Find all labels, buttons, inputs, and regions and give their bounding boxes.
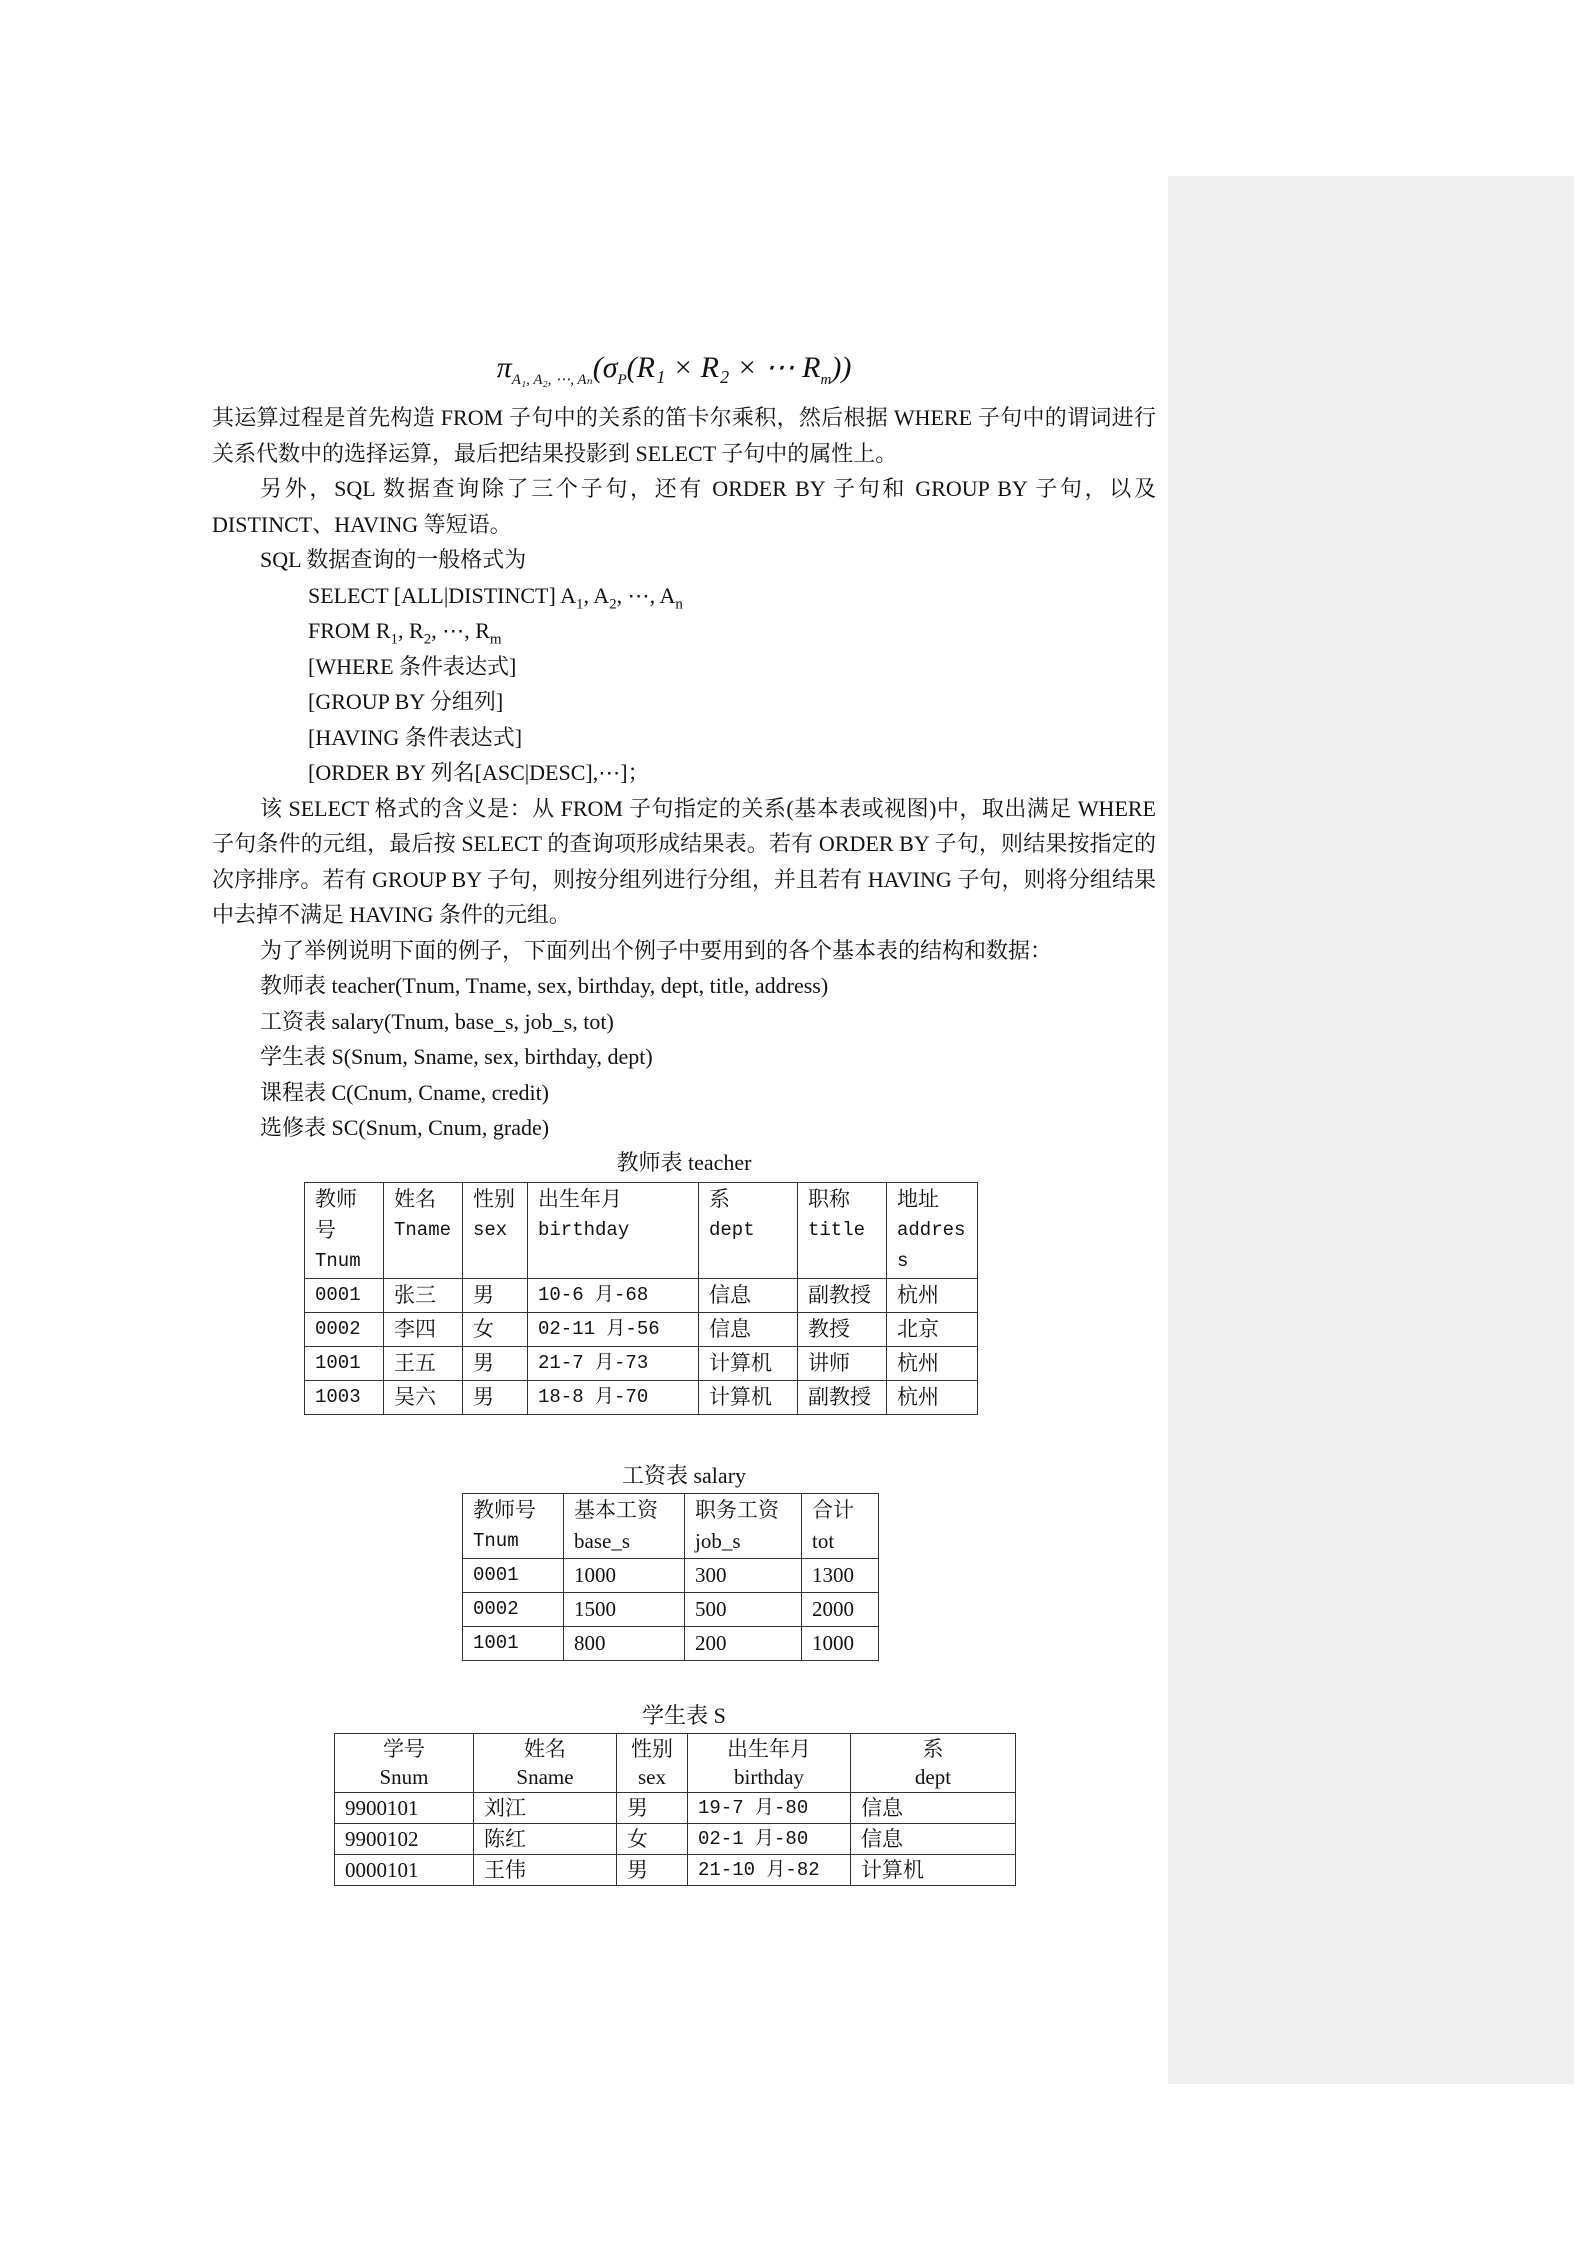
formula-body-subscript: m bbox=[820, 372, 832, 388]
header-cell: 学号 Snum bbox=[335, 1733, 474, 1792]
table-cell: 0002 bbox=[463, 1592, 564, 1626]
table-row bbox=[335, 1854, 1016, 1885]
paragraph-2: 另外，SQL 数据查询除了三个子句，还有 ORDER BY 子句和 GROUP BY 子句，以及 DISTINCT、HAVING 等短语。 bbox=[212, 476, 1156, 537]
table-row bbox=[305, 1346, 978, 1380]
table-cell: 计算机 bbox=[851, 1854, 1016, 1885]
table-cell: 1001 bbox=[305, 1346, 384, 1380]
relational-algebra-formula bbox=[212, 340, 1156, 396]
teacher-table-caption: 教师表 teacher bbox=[616, 1149, 752, 1175]
document-page bbox=[212, 340, 1156, 1886]
table-cell: 0001 bbox=[463, 1558, 564, 1592]
header-cell: 出生年月 birthday bbox=[688, 1733, 851, 1792]
table-cell: 张三 bbox=[384, 1278, 463, 1312]
schema-teacher: 教师表 teacher(Tnum, Tname, sex, birthday, dept, title, address) bbox=[260, 973, 829, 998]
table-cell: 500 bbox=[685, 1592, 802, 1626]
table-header-row bbox=[305, 1182, 978, 1278]
sql-select-line: SELECT [ALL|DISTINCT] $A_1$, $A_2$, ⋯, $A_n$ bbox=[308, 582, 683, 612]
schema-enrollment: 选修表 SC(Snum, Cnum, grade) bbox=[260, 1115, 550, 1140]
table-cell: 教授 bbox=[798, 1312, 887, 1346]
table-row bbox=[305, 1380, 978, 1414]
table-cell: 18-8 月-70 bbox=[528, 1380, 699, 1414]
table-cell: 信息 bbox=[851, 1792, 1016, 1823]
table-row bbox=[463, 1592, 879, 1626]
table-cell: 9900102 bbox=[335, 1823, 474, 1854]
paragraph-1: 其运算过程是首先构造 FROM 子句中的关系的笛卡尔乘积，然后根据 WHERE 子句中的谓词进行关系代数中的选择运算，最后把结果投影到 SELECT 子句中的属性上。 bbox=[212, 405, 1156, 466]
header-cell: 教师号 Tnum bbox=[305, 1182, 384, 1278]
header-cell: 姓名 Sname bbox=[474, 1733, 617, 1792]
table-cell: 2000 bbox=[802, 1592, 879, 1626]
header-cell: 职务工资 job_s bbox=[685, 1493, 802, 1558]
sql-having-line: [HAVING 条件表达式] bbox=[308, 724, 523, 750]
table-cell: 李四 bbox=[384, 1312, 463, 1346]
table-cell: 10-6 月-68 bbox=[528, 1278, 699, 1312]
table-row bbox=[335, 1792, 1016, 1823]
table-cell: 1300 bbox=[802, 1558, 879, 1592]
table-cell: 200 bbox=[685, 1626, 802, 1660]
table-cell: 1000 bbox=[802, 1626, 879, 1660]
table-cell: 19-7 月-80 bbox=[688, 1792, 851, 1823]
table-cell: 信息 bbox=[699, 1312, 798, 1346]
teacher-table bbox=[304, 1182, 978, 1415]
table-row bbox=[305, 1278, 978, 1312]
table-cell: 0002 bbox=[305, 1312, 384, 1346]
table-cell: 北京 bbox=[887, 1312, 978, 1346]
schema-list bbox=[212, 968, 1156, 1146]
table-cell: 男 bbox=[463, 1380, 528, 1414]
comment-pane bbox=[1168, 176, 1574, 2084]
header-cell: 职称 title bbox=[798, 1182, 887, 1278]
pi-symbol: π bbox=[496, 351, 512, 384]
table-cell: 300 bbox=[685, 1558, 802, 1592]
table-cell: 1500 bbox=[564, 1592, 685, 1626]
table-cell: 0001 bbox=[305, 1278, 384, 1312]
table-header-row bbox=[335, 1733, 1016, 1792]
sql-from-line: FROM $R_1$, $R_2$, ⋯, $R_m$ bbox=[308, 618, 502, 648]
header-cell: 系 dept bbox=[699, 1182, 798, 1278]
sql-where-line: [WHERE 条件表达式] bbox=[308, 653, 517, 679]
salary-table bbox=[462, 1493, 879, 1661]
header-cell: 合计 tot bbox=[802, 1493, 879, 1558]
table-cell: 男 bbox=[617, 1792, 688, 1823]
header-cell: 基本工资 base_s bbox=[564, 1493, 685, 1558]
table-cell: 女 bbox=[463, 1312, 528, 1346]
header-cell: 姓名 Tname bbox=[384, 1182, 463, 1278]
sql-order-line: [ORDER BY 列名[ASC|DESC],⋯]； bbox=[308, 760, 650, 785]
sql-group-line: [GROUP BY 分组列] bbox=[308, 689, 504, 714]
table-row bbox=[335, 1823, 1016, 1854]
header-cell: 系 dept bbox=[851, 1733, 1016, 1792]
table-cell: 讲师 bbox=[798, 1346, 887, 1380]
table-cell: 副教授 bbox=[798, 1278, 887, 1312]
header-cell: 地址 addres s bbox=[887, 1182, 978, 1278]
schema-course: 课程表 C(Cnum, Cname, credit) bbox=[260, 1079, 550, 1105]
sql-syntax-block bbox=[212, 578, 1156, 791]
table-cell: 王五 bbox=[384, 1346, 463, 1380]
table-cell: 02-11 月-56 bbox=[528, 1312, 699, 1346]
formula-close: )) bbox=[831, 351, 852, 384]
table-cell: 副教授 bbox=[798, 1380, 887, 1414]
table-cell: 计算机 bbox=[699, 1346, 798, 1380]
header-cell: 教师号 Tnum bbox=[463, 1493, 564, 1558]
table-cell: 王伟 bbox=[474, 1854, 617, 1885]
pi-subscript: A₁, A₂, ⋯, Aₙ bbox=[511, 372, 593, 388]
table-cell: 800 bbox=[564, 1626, 685, 1660]
table-cell: 21-7 月-73 bbox=[528, 1346, 699, 1380]
paragraph-5: 为了举例说明下面的例子，下面列出个例子中要用到的各个基本表的结构和数据： bbox=[260, 937, 1053, 963]
table-cell: 吴六 bbox=[384, 1380, 463, 1414]
formula-open: ( bbox=[592, 351, 603, 384]
table-cell: 1001 bbox=[463, 1626, 564, 1660]
table-cell: 1003 bbox=[305, 1380, 384, 1414]
sigma-subscript: P bbox=[617, 372, 627, 388]
header-cell: 出生年月 birthday bbox=[528, 1182, 699, 1278]
table-row bbox=[463, 1558, 879, 1592]
table-cell: 杭州 bbox=[887, 1278, 978, 1312]
table-cell: 计算机 bbox=[699, 1380, 798, 1414]
formula-body: (R₁ × R₂ × ⋯ R bbox=[626, 351, 821, 384]
student-table-caption: 学生表 S bbox=[642, 1702, 726, 1728]
paragraph-3: SQL 数据查询的一般格式为 bbox=[260, 547, 527, 572]
table-cell: 信息 bbox=[699, 1278, 798, 1312]
table-header-row bbox=[463, 1493, 879, 1558]
header-cell: 性别 sex bbox=[463, 1182, 528, 1278]
table-cell: 信息 bbox=[851, 1823, 1016, 1854]
table-cell: 女 bbox=[617, 1823, 688, 1854]
paragraph-4: 该 SELECT 格式的含义是：从 FROM 子句指定的关系(基本表或视图)中，取出满足 WHERE 子句条件的元组，最后按 SELECT 的查询项形成结果表。若有 ORDER BY 子句，则结果按指定的次序排序。若有 GROUP BY 子句，则按分组列进行分组，并且若有 HAVING 子句，则将分组结果中去掉不满足 HAVING 条件的元组。 bbox=[212, 795, 1156, 927]
table-cell: 杭州 bbox=[887, 1380, 978, 1414]
table-cell: 陈红 bbox=[474, 1823, 617, 1854]
table-row bbox=[305, 1312, 978, 1346]
header-cell: 性别 sex bbox=[617, 1733, 688, 1792]
table-cell: 02-1 月-80 bbox=[688, 1823, 851, 1854]
salary-table-caption: 工资表 salary bbox=[621, 1462, 747, 1488]
table-cell: 21-10 月-82 bbox=[688, 1854, 851, 1885]
schema-salary: 工资表 salary(Tnum, base_s, job_s, tot) bbox=[260, 1008, 614, 1034]
table-row bbox=[463, 1626, 879, 1660]
sigma-symbol: σ bbox=[602, 351, 618, 384]
table-cell: 0000101 bbox=[335, 1854, 474, 1885]
table-cell: 刘江 bbox=[474, 1792, 617, 1823]
table-cell: 男 bbox=[463, 1346, 528, 1380]
table-cell: 9900101 bbox=[335, 1792, 474, 1823]
table-cell: 男 bbox=[617, 1854, 688, 1885]
table-cell: 男 bbox=[463, 1278, 528, 1312]
student-table bbox=[334, 1733, 1016, 1886]
schema-student: 学生表 S(Snum, Sname, sex, birthday, dept) bbox=[260, 1044, 653, 1069]
table-cell: 杭州 bbox=[887, 1346, 978, 1380]
table-cell: 1000 bbox=[564, 1558, 685, 1592]
